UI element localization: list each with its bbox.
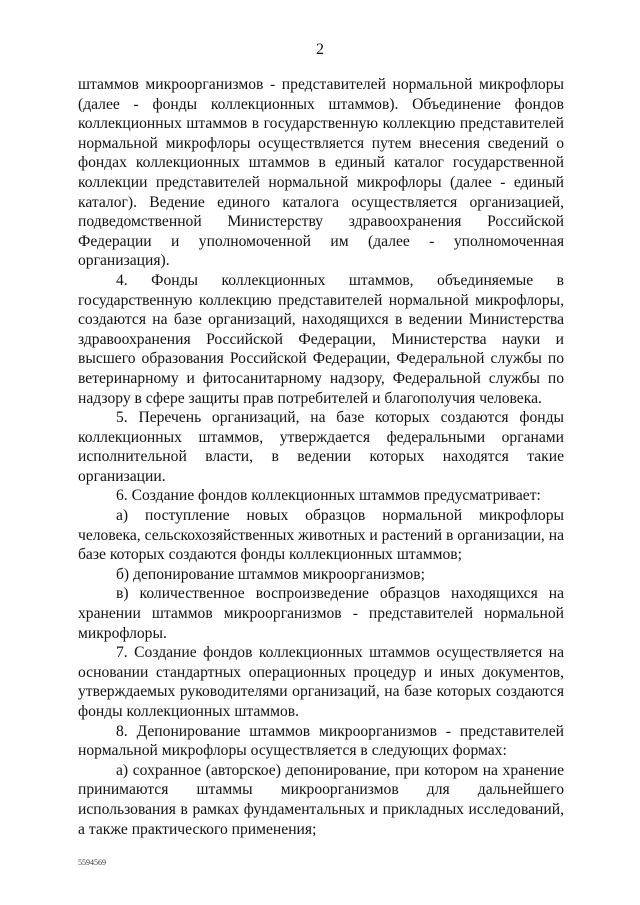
paragraph-6-item-a: а) поступление новых образцов нормальной микрофлоры человека, сельскохозяйственных животных и растений в организации, на базе которых создаются фонды коллекционных штаммов; — [78, 507, 564, 564]
paragraph-8: 8. Депонирование штаммов микроорганизмов - представителей нормальной микрофлоры осуществляется в следующих формах: — [78, 722, 564, 760]
paragraph-3-continuation: штаммов микроорганизмов - представителей нормальной микрофлоры (далее - фонды коллекционных штаммов). Объединение фондов коллекционных штаммов в государственную коллекцию представителей нормальной микрофлоры осуществляется путем внесения сведений о фондах коллекционных штаммов в единый каталог государственной коллекции представителей нормальной микрофлоры (далее - единый каталог). Ведение единого каталога осуществляется организацией, подведомственной Министерству здравоохранения Российской Федерации и уполномоченной им (далее - уполномоченная организация). — [78, 76, 564, 270]
paragraph-6-item-c: в) количественное воспроизведение образцов находящихся на хранении штаммов микроорганизмов - представителей нормальной микрофлоры. — [78, 585, 564, 642]
paragraph-6-item-b: б) депонирование штаммов микроорганизмов; — [116, 565, 425, 583]
document-body — [78, 75, 564, 839]
paragraph-8-item-a: а) сохранное (авторское) депонирование, при котором на хранение принимаются штаммы микроорганизмов для дальнейшего использования в рамках фундаментальных и прикладных исследований, а также практического применения; — [78, 761, 564, 838]
paragraph-7: 7. Создание фондов коллекционных штаммов осуществляется на основании стандартных операционных процедур и иных документов, утверждаемых руководителями организаций, на базе которых создаются фонды коллекционных штаммов. — [78, 644, 564, 720]
paragraph-5: 5. Перечень организаций, на базе которых создаются фонды коллекционных штаммов, утверждается федеральными органами исполнительной власти, в ведении которых находятся такие организации. — [78, 409, 564, 485]
document-code: 5594569 — [78, 858, 106, 867]
paragraph-4: 4. Фонды коллекционных штаммов, объединяемые в государственную коллекцию представителей нормальной микрофлоры, создаются на базе организаций, находящихся в ведении Министерства здравоохранения Российской Федерации, Министерства науки и высшего образования Российской Федерации, Федеральной службы по ветеринарному и фитосанитарному надзору, Федеральной службы по надзору в сфере защиты прав потребителей и благополучия человека. — [78, 271, 564, 407]
paragraph-6: 6. Создание фондов коллекционных штаммов предусматривает: — [116, 487, 541, 505]
page-number: 2 — [316, 41, 324, 58]
